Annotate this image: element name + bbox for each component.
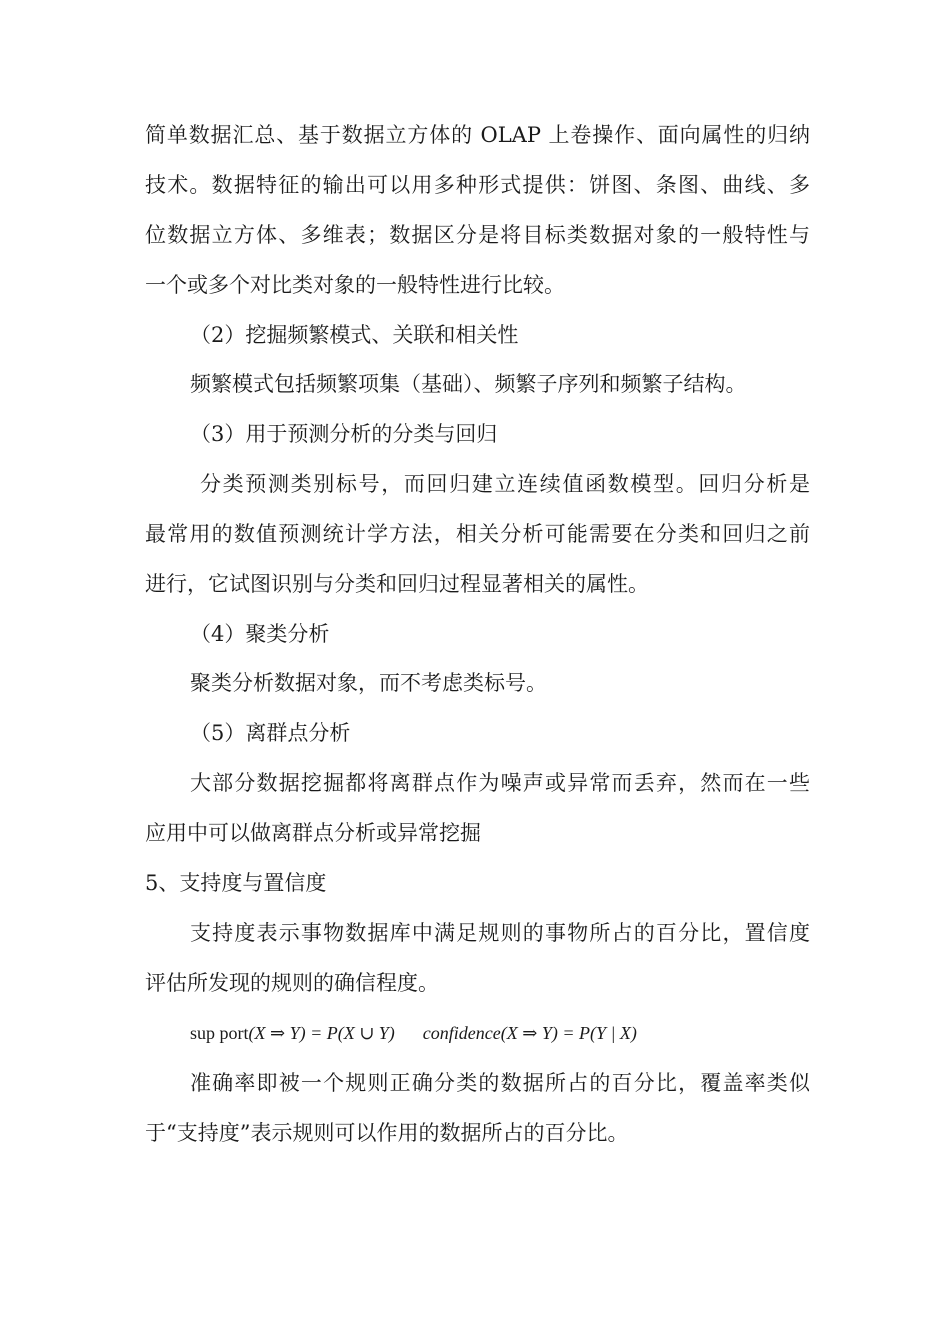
paragraph-3-line-3: 进行，它试图识别与分类和回归过程显著相关的属性。 xyxy=(145,572,649,596)
support-arguments: (X ⇒ Y) = P(X ∪ Y) xyxy=(248,1023,395,1043)
support-function: sup port xyxy=(190,1023,249,1043)
paragraph-1-line-1: 简单数据汇总、基于数据立方体的 OLAP 上卷操作、面向属性的归纳 xyxy=(145,123,810,147)
heading-4: （4）聚类分析 xyxy=(190,622,330,646)
paragraph-3-line-2: 最常用的数值预测统计学方法，相关分析可能需要在分类和回归之前 xyxy=(145,522,810,546)
confidence-formula xyxy=(423,1023,637,1043)
paragraph-1-line-3: 位数据立方体、多维表；数据区分是将目标类数据对象的一般特性与 xyxy=(145,223,810,247)
formula-line xyxy=(190,1018,750,1048)
confidence-arguments: (X ⇒ Y) = P(Y | X) xyxy=(500,1023,637,1043)
paragraph-3-line-1: 分类预测类别标号，而回归建立连续值函数模型。回归分析是 xyxy=(200,472,810,496)
heading-2: （2）挖掘频繁模式、关联和相关性 xyxy=(190,323,519,347)
paragraph-6-line-1: 支持度表示事物数据库中满足规则的事物所占的百分比，置信度 xyxy=(190,921,810,945)
paragraph-7-line-1: 准确率即被一个规则正确分类的数据所占的百分比，覆盖率类似 xyxy=(190,1071,810,1095)
paragraph-5-line-1: 大部分数据挖掘都将离群点作为噪声或异常而丢弃，然而在一些 xyxy=(190,771,810,795)
section-heading-5: 5、支持度与置信度 xyxy=(145,871,327,895)
heading-3: （3）用于预测分析的分类与回归 xyxy=(190,422,498,446)
paragraph-4: 聚类分析数据对象，而不考虑类标号。 xyxy=(190,671,547,695)
confidence-function: confidence xyxy=(422,1023,501,1043)
paragraph-1-line-2: 技术。数据特征的输出可以用多种形式提供：饼图、条图、曲线、多 xyxy=(145,173,810,197)
heading-5: （5）离群点分析 xyxy=(190,721,351,745)
support-formula xyxy=(190,1023,395,1043)
paragraph-2: 频繁模式包括频繁项集（基础）、频繁子序列和频繁子结构。 xyxy=(190,372,747,396)
paragraph-5-line-2: 应用中可以做离群点分析或异常挖掘 xyxy=(145,821,481,845)
paragraph-1-line-4: 一个或多个对比类对象的一般特性进行比较。 xyxy=(145,273,565,297)
paragraph-6-line-2: 评估所发现的规则的确信程度。 xyxy=(145,971,439,995)
paragraph-7-line-2: 于“支持度”表示规则可以作用的数据所占的百分比。 xyxy=(145,1121,629,1145)
